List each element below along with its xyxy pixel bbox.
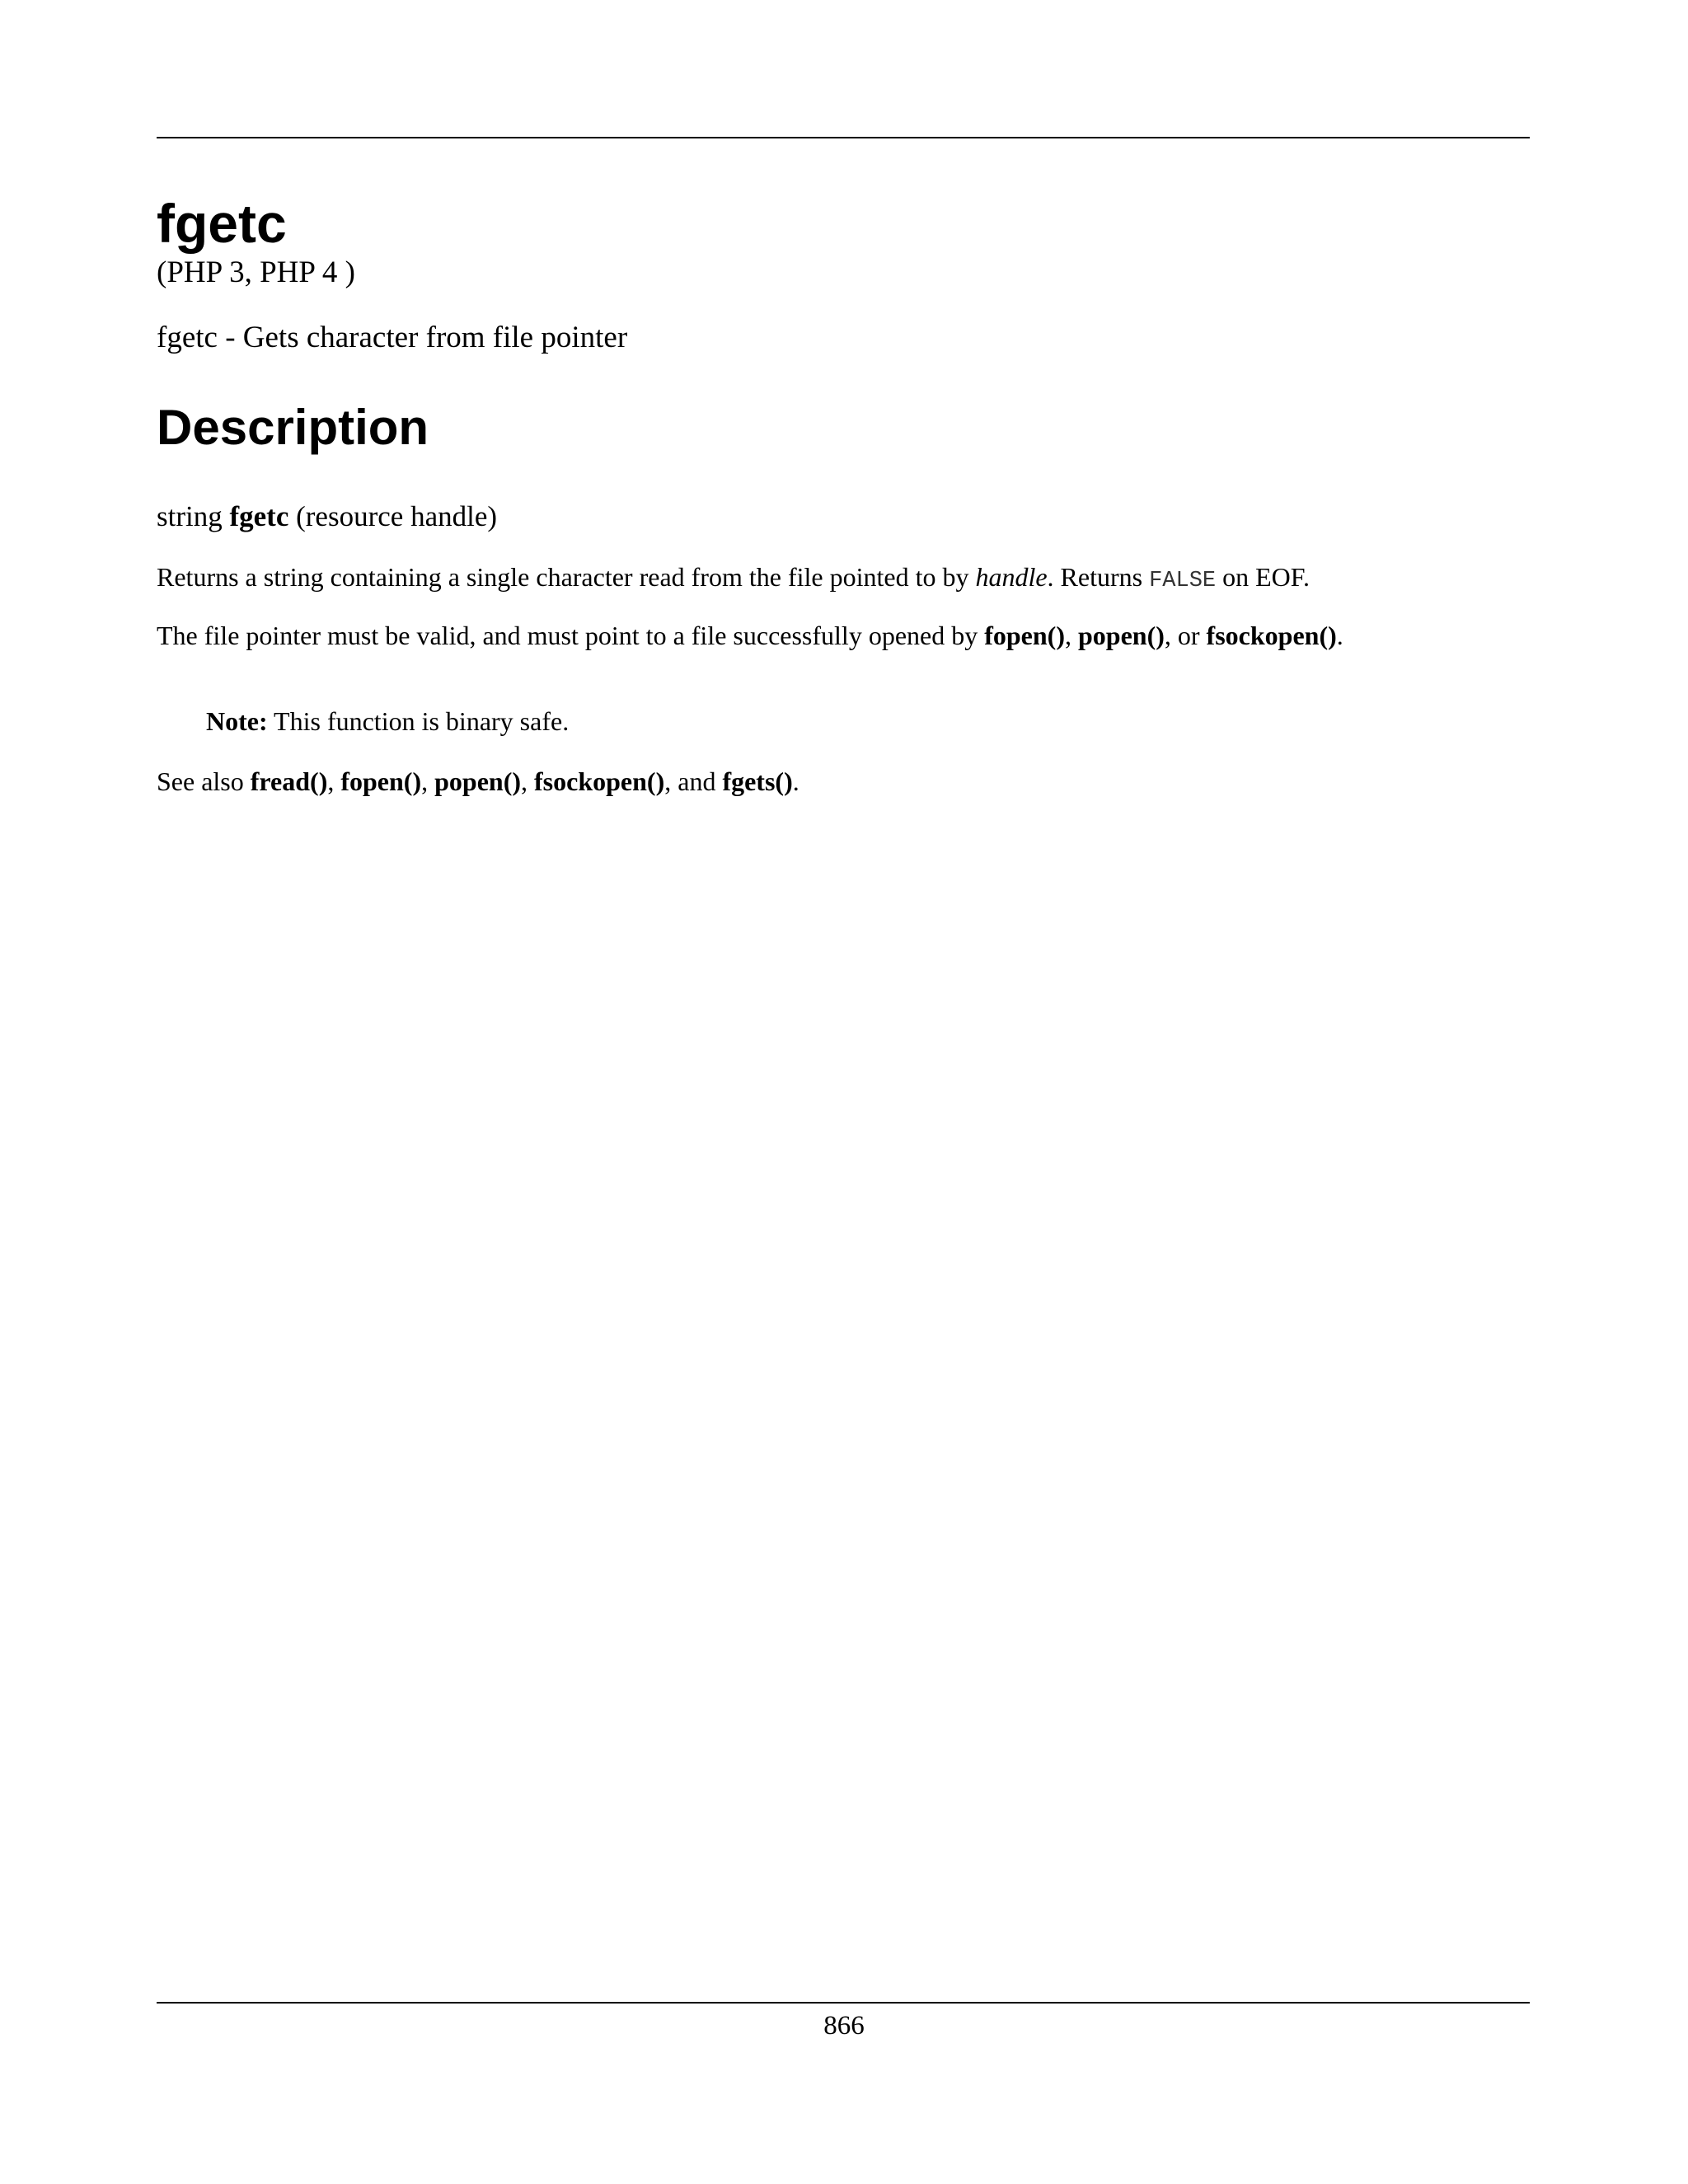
synopsis-return-type: string (157, 500, 223, 533)
param-handle: handle (975, 562, 1048, 593)
returns-paragraph (157, 561, 1530, 594)
note-block (206, 705, 1530, 737)
pointer-text-before: The file pointer must be valid, and must point to a file successfully opened by (157, 620, 985, 650)
pointer-paragraph (157, 620, 1530, 651)
note-label: Note: (206, 706, 268, 737)
link-popen-see-also[interactable]: popen() (434, 766, 522, 796)
php-versions: (PHP 3, PHP 4 ) (157, 255, 355, 289)
see-also-sep-4: , and (664, 766, 723, 796)
refentry-content (157, 181, 1530, 797)
see-also-sep-1: , (327, 766, 341, 796)
link-popen[interactable]: popen() (1077, 620, 1165, 650)
see-also-sep-2: , (421, 766, 435, 796)
note-text: This function is binary safe. (267, 706, 570, 737)
link-fopen-see-also[interactable]: fopen() (340, 766, 422, 796)
see-also-sep-3: , (521, 766, 535, 796)
description-heading: Description (157, 400, 429, 456)
synopsis-function-name: fgetc (229, 500, 289, 533)
see-also-end: . (792, 766, 799, 796)
link-fopen[interactable]: fopen() (984, 620, 1065, 650)
pointer-sep-2: , or (1164, 620, 1207, 650)
see-also-lead: See also (157, 766, 251, 796)
link-fsockopen-see-also[interactable]: fsockopen() (534, 766, 665, 796)
page-number: 866 (823, 2011, 865, 2041)
function-title: fgetc (157, 193, 287, 254)
synopsis-params: (resource handle) (296, 500, 498, 533)
link-fread[interactable]: fread() (250, 766, 328, 796)
returns-text-middle: . Returns (1047, 562, 1150, 593)
link-fsockopen[interactable]: fsockopen() (1206, 620, 1337, 650)
header-rule (157, 137, 1530, 138)
pointer-end: . (1336, 620, 1343, 650)
pointer-sep-1: , (1064, 620, 1078, 650)
see-also-paragraph (157, 766, 1530, 797)
footer-rule (157, 2002, 1530, 2004)
function-synopsis (157, 500, 1530, 533)
constant-false: FALSE (1149, 569, 1217, 594)
link-fgets[interactable]: fgets() (722, 766, 793, 796)
refpurpose: fgetc - Gets character from file pointer (157, 320, 628, 354)
returns-text-before: Returns a string containing a single character read from the file pointed to by (157, 562, 976, 593)
returns-text-after: on EOF. (1216, 562, 1310, 593)
